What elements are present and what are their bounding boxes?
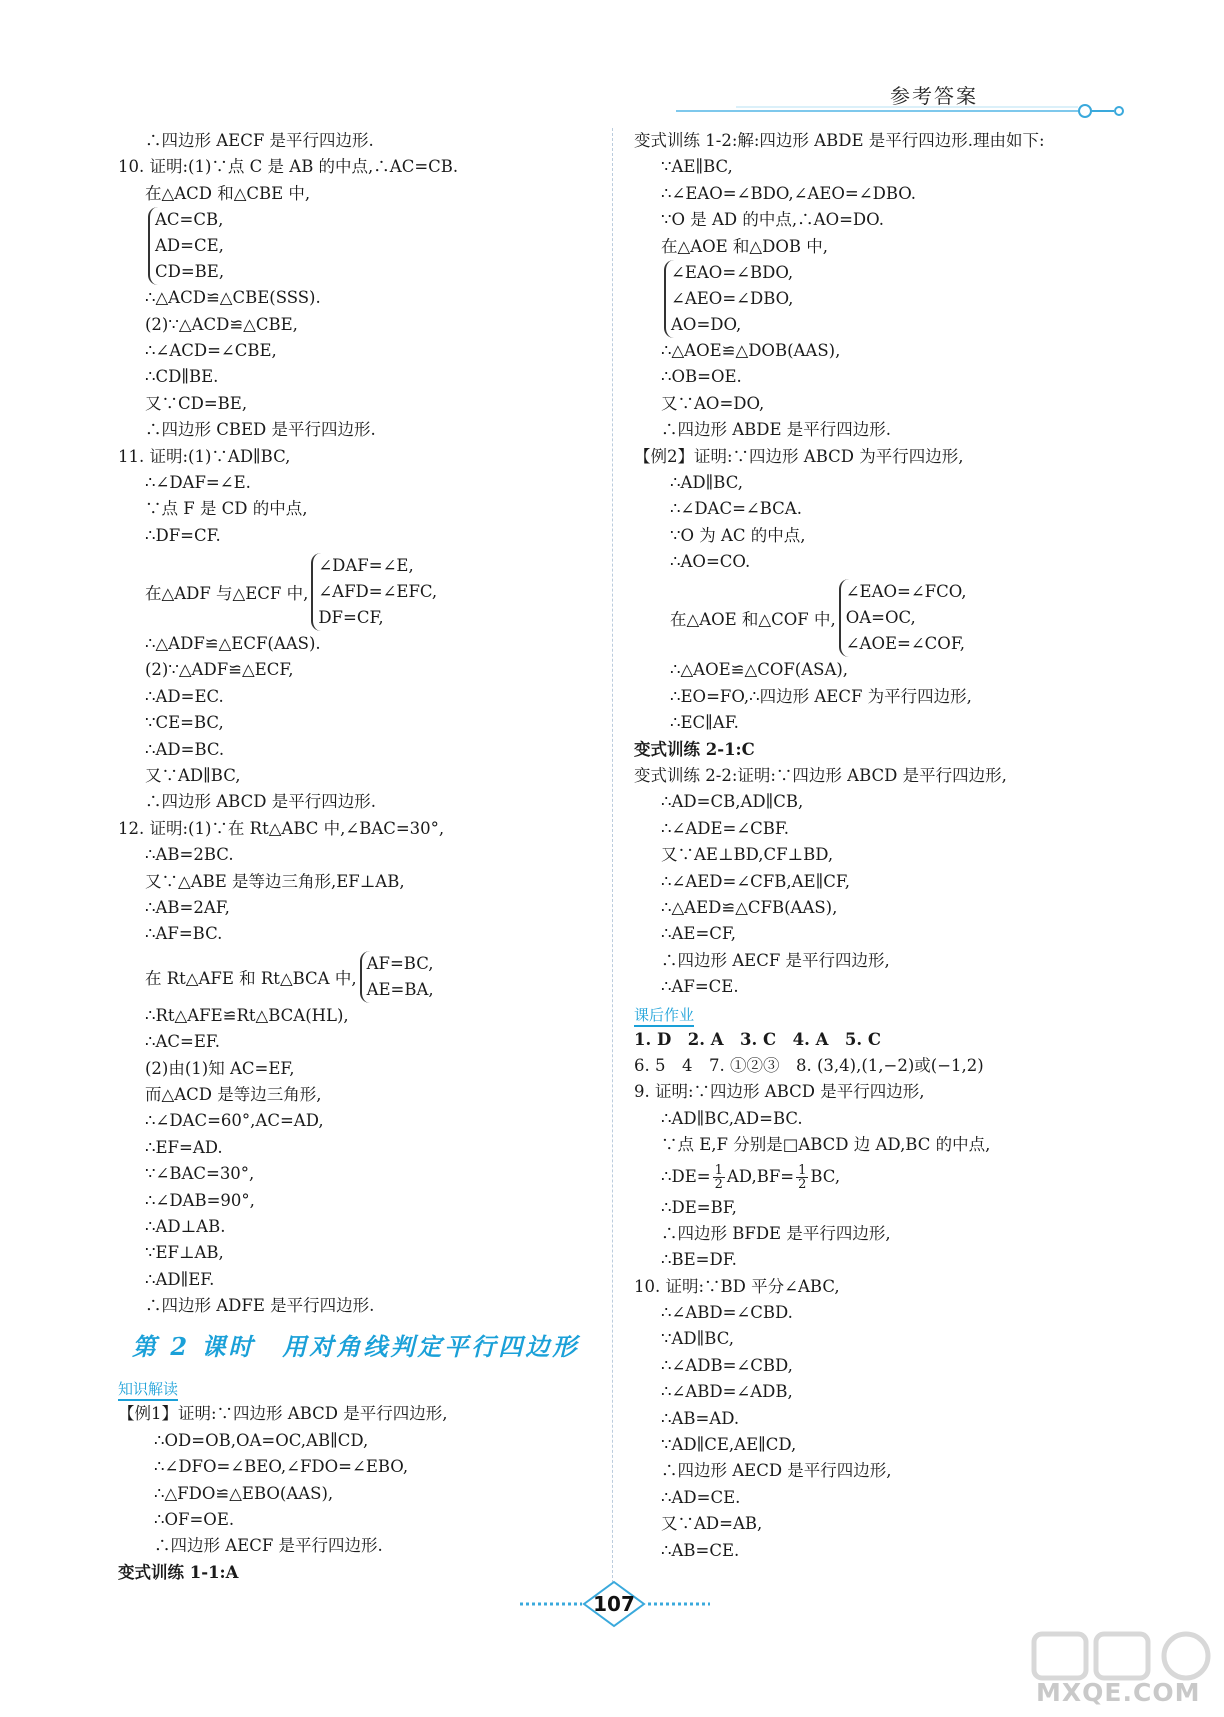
text-line: ∴CD∥BE. [145, 367, 219, 387]
section-tag: 知识解读 [118, 1379, 178, 1401]
equation: CD=BE, [155, 262, 225, 282]
text-line: ∴OD=OB,OA=OC,AB∥CD, [154, 1430, 369, 1450]
text-line: ∴△AED≌△CFB(AAS), [661, 897, 838, 917]
text-line: (2)由(1)知 AC=EF, [145, 1058, 295, 1078]
text-line: ∴四边形 AECF 是平行四边形. [154, 1536, 383, 1556]
text-line: ∴AB=CE. [661, 1540, 740, 1560]
section-tag: 课后作业 [634, 1005, 694, 1027]
text-line: 又∵AE⊥BD,CF⊥BD, [661, 845, 834, 865]
text-line: ∵AD∥BC, [661, 1329, 734, 1349]
problem-11: 11. 证明:(1)∵AD∥BC, [118, 446, 291, 466]
equation: ∠AFD=∠EFC, [318, 582, 438, 602]
exercise-2-2: 变式训练 2-2:证明:∵四边形 ABCD 是平行四边形, [634, 766, 1007, 786]
equation: ∠EAO=∠FCO, [845, 582, 967, 602]
text-line: ∴∠ABD=∠ADB, [661, 1382, 793, 1402]
numerator: 1 [798, 1162, 807, 1178]
text-line: ∴AC=EF. [145, 1032, 221, 1052]
problem-10: 10. 证明:∵BD 平分∠ABC, [634, 1276, 840, 1296]
text-line: ∴四边形 ABDE 是平行四边形. [661, 420, 892, 440]
fraction [796, 1164, 808, 1191]
system-intro: 在△ADF 与△ECF 中, [145, 584, 309, 604]
brace-group [839, 579, 967, 657]
text-line: ∴∠DAC=∠BCA. [670, 499, 802, 519]
text-line: ∴△AOE≌△COF(ASA), [670, 660, 849, 680]
equation: ∠AEO=∠DBO, [671, 288, 794, 308]
text-line: ∵O 是 AD 的中点,∴AO=DO. [661, 210, 884, 230]
exercise-1-1: 变式训练 1-1:A [118, 1562, 239, 1582]
text-line: 又∵△ABE 是等边三角形,EF⊥AB, [145, 871, 405, 891]
text-line: (2)∵△ACD≌△CBE, [145, 314, 298, 334]
text-line: ∵∠BAC=30°, [145, 1164, 255, 1184]
equation: DF=CF, [318, 608, 384, 628]
text-line: ∴四边形 AECD 是平行四边形, [661, 1461, 892, 1481]
text-line: ∴∠ADB=∠CBD, [661, 1355, 793, 1375]
page-number: 107 [593, 1592, 635, 1616]
text-line: ∴四边形 CBED 是平行四边形. [145, 420, 376, 440]
problem-12: 12. 证明:(1)∵在 Rt△ABC 中,∠BAC=30°, [118, 818, 445, 838]
equation-system [118, 207, 618, 285]
answer-row-1: 1. D 2. A 3. C 4. A 5. C [634, 1029, 882, 1049]
equation-system [118, 951, 618, 1003]
header-title: 参考答案 [890, 84, 978, 108]
text-line: ∴△FDO≌△EBO(AAS), [154, 1483, 334, 1503]
text-line: ∴∠ABD=∠CBD. [661, 1303, 793, 1323]
text-line: 在△AOE 和△DOB 中, [661, 236, 828, 256]
text-line: ∴∠AED=∠CFB,AE∥CF, [661, 871, 850, 891]
denominator: 2 [798, 1176, 807, 1192]
text-line: ∴AD∥EF. [145, 1269, 215, 1289]
equation: AE=BA, [366, 979, 434, 999]
text-line: ∴AD=CB,AD∥CB, [661, 792, 804, 812]
header-rule [676, 104, 1126, 118]
text-line: ∴四边形 ABCD 是平行四边形. [145, 792, 376, 812]
section-tag-wrap [634, 1001, 1154, 1027]
exercise-2-1: 变式训练 2-1:C [634, 739, 755, 759]
text-line: ∴AB=AD. [661, 1408, 740, 1428]
text-line: ∵点 F 是 CD 的中点, [145, 499, 308, 519]
text-line: ∴AO=CO. [670, 552, 751, 572]
text-line: ∴AD=CE. [661, 1487, 741, 1507]
text-line: ∵AD∥CE,AE∥CD, [661, 1435, 797, 1455]
equation: AO=DO, [671, 314, 742, 334]
text-line: 又∵AO=DO, [661, 393, 765, 413]
text-line: ∴∠DFO=∠BEO,∠FDO=∠EBO, [154, 1457, 409, 1477]
exercise-1-2: 变式训练 1-2:解:四边形 ABDE 是平行四边形.理由如下: [634, 131, 1045, 150]
text-line: ∴AD∥BC,AD=BC. [661, 1108, 803, 1128]
text-line: 在△ACD 和△CBE 中, [145, 183, 311, 203]
text-line: ∴EO=FO,∴四边形 AECF 为平行四边形, [670, 686, 972, 706]
text-line: (2)∵△ADF≌△ECF, [145, 660, 294, 680]
text-line: 又∵CD=BE, [145, 393, 248, 413]
problem-10: 10. 证明:(1)∵点 C 是 AB 的中点,∴AC=CB. [118, 157, 459, 177]
equation: AD=CE, [155, 236, 224, 256]
equation: AF=BC, [366, 953, 434, 973]
text-line: ∴AF=CE. [661, 977, 739, 997]
text-line: ∴Rt△AFE≌Rt△BCA(HL), [145, 1005, 349, 1025]
text-line: ∵O 为 AC 的中点, [670, 525, 806, 545]
text-line: ∴OF=OE. [154, 1510, 235, 1530]
fraction-line [634, 1159, 1154, 1195]
right-column [634, 128, 1154, 1564]
text-line: ∴四边形 AECF 是平行四边形, [661, 950, 890, 970]
system-intro: 在 Rt△AFE 和 Rt△BCA 中, [145, 968, 357, 988]
numerator: 1 [714, 1162, 723, 1178]
system-intro: 在△AOE 和△COF 中, [670, 610, 836, 630]
text-line: ∴△ADF≌△ECF(AAS). [145, 634, 321, 654]
text-line: ∴AE=CF, [661, 924, 737, 944]
text-line: ∴AD∥BC, [670, 472, 743, 492]
answer-row-2: 6. 5 4 7. ①②③ 8. (3,4),(1,−2)或(−1,2) [634, 1055, 984, 1075]
text-line: ∴∠DAB=90°, [145, 1190, 255, 1210]
brace-group [148, 207, 224, 285]
example-2: 【例2】证明:∵四边形 ABCD 为平行四边形, [634, 446, 964, 466]
text-line: 又∵AD∥BC, [145, 766, 241, 786]
fraction [713, 1164, 725, 1191]
text-line: ∴四边形 BFDE 是平行四边形, [661, 1223, 891, 1243]
text-line: ∵AE∥BC, [661, 157, 733, 177]
equation: AC=CB, [155, 210, 224, 230]
text-line: ∴∠EAO=∠BDO,∠AEO=∠DBO. [661, 183, 917, 203]
text-fragment: AD,BF= [726, 1166, 795, 1186]
text-line: ∴OB=OE. [661, 367, 742, 387]
text-line: ∴AD=EC. [145, 686, 224, 706]
equation: OA=OC, [845, 608, 916, 628]
equation: ∠AOE=∠COF, [845, 634, 965, 654]
equation: ∠EAO=∠BDO, [671, 262, 794, 282]
problem-9: 9. 证明:∵四边形 ABCD 是平行四边形, [634, 1082, 925, 1102]
text-line: ∴DE=BF, [661, 1197, 737, 1217]
text-line: ∴△AOE≌△DOB(AAS), [661, 340, 841, 360]
text-line: ∵CE=BC, [145, 713, 224, 733]
left-column [118, 128, 618, 1586]
equation-system [634, 260, 1154, 338]
section-tag-wrap [118, 1375, 618, 1401]
brace-group [360, 951, 434, 1003]
text-line: ∴BE=DF. [661, 1250, 737, 1270]
brace-group [311, 553, 437, 631]
text-line: ∵点 E,F 分别是□ABCD 边 AD,BC 的中点, [661, 1135, 991, 1155]
text-line: ∴△ACD≌△CBE(SSS). [145, 288, 321, 308]
text-line: ∴EC∥AF. [670, 713, 739, 733]
equation-system [634, 579, 1154, 657]
text-line: ∴∠DAF=∠E. [145, 472, 251, 492]
text-line: ∴EF=AD. [145, 1137, 223, 1157]
watermark-text: MXQE.COM [1036, 1678, 1201, 1707]
lesson-title: 第 2 课时 用对角线判定平行四边形 [132, 1332, 580, 1362]
text-line: 而△ACD 是等边三角形, [145, 1084, 322, 1104]
text-line: ∴DF=CF. [145, 525, 221, 545]
text-line: ∴四边形 ADFE 是平行四边形. [145, 1296, 375, 1316]
text-line: ∴AF=BC. [145, 924, 223, 944]
equation: ∠DAF=∠E, [318, 556, 414, 576]
text-line: ∴四边形 AECF 是平行四边形. [145, 131, 374, 150]
text-fragment: BC, [810, 1166, 841, 1186]
text-line: 又∵AD=AB, [661, 1514, 763, 1534]
text-line: ∵EF⊥AB, [145, 1243, 224, 1263]
text-fragment: ∴DE= [661, 1166, 711, 1186]
denominator: 2 [714, 1176, 723, 1192]
page-number-badge [520, 1580, 710, 1630]
text-line: ∴∠ACD=∠CBE, [145, 340, 277, 360]
text-line: ∴∠DAC=60°,AC=AD, [145, 1111, 324, 1131]
equation-system [118, 553, 618, 631]
text-line: ∴AB=2BC. [145, 845, 234, 865]
text-line: ∴AD=BC. [145, 739, 225, 759]
text-line: ∴AD⊥AB. [145, 1216, 226, 1236]
text-line: ∴AB=2AF, [145, 897, 230, 917]
example-1: 【例1】证明:∵四边形 ABCD 是平行四边形, [118, 1404, 448, 1424]
brace-group [664, 260, 793, 338]
text-line: ∴∠ADE=∠CBF. [661, 818, 790, 838]
